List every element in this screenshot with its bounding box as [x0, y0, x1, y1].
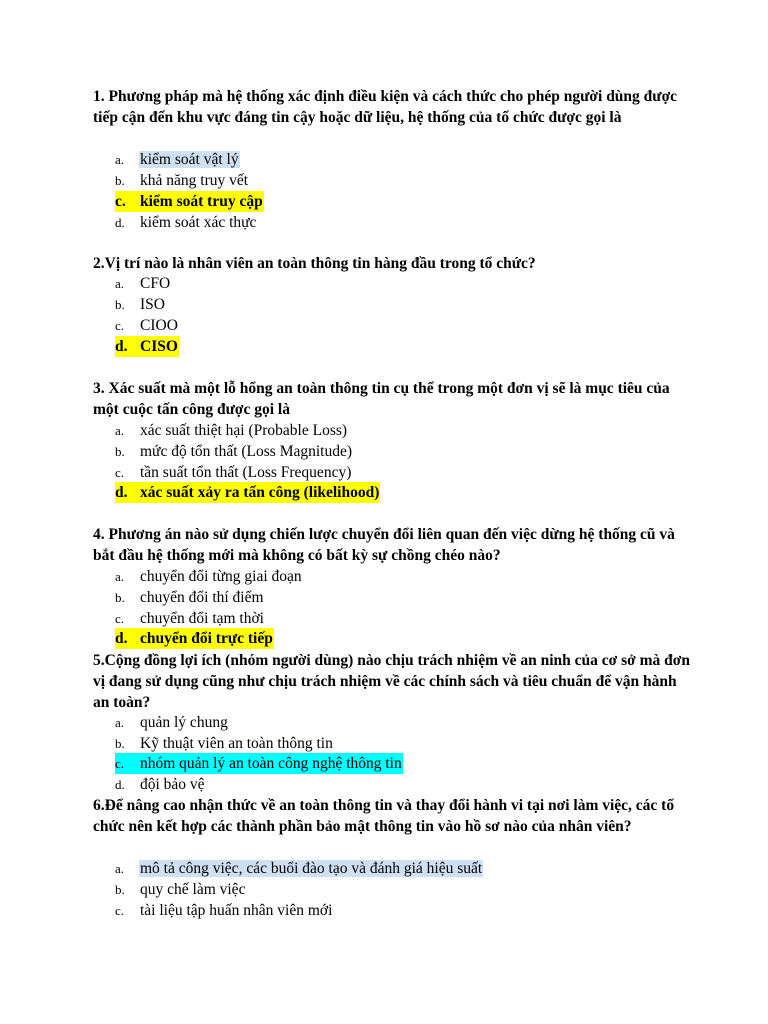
option-letter: a. [115, 715, 125, 730]
option-text: chuyển đổi tạm thời [140, 610, 264, 627]
option-letter: b. [115, 736, 125, 751]
option-letter: b. [115, 173, 125, 188]
option-text: đội bảo vệ [140, 776, 205, 793]
option-text: chuyển đổi trực tiếp [140, 630, 273, 647]
question-1: 1. Phương pháp mà hệ thống xác định điều kiện và cách thức cho phép người dùng được tiếp cận đến khu vực đáng tin cậy hoặc dữ liệu, hệ thống của tổ chức được gọi là [93, 88, 678, 126]
option-letter: c. [115, 756, 125, 771]
option-1b [115, 170, 249, 191]
question-4: 4. Phương án nào sử dụng chiến lược chuyển đổi liên quan đến việc dừng hệ thống cũ và bắt đầu hệ thống mới mà không có bất kỳ sự chồng chéo nào? [93, 526, 675, 564]
option-5a [115, 712, 229, 733]
option-text: ISO [140, 296, 165, 313]
option-letter: d. [115, 338, 128, 355]
option-letter: b. [115, 590, 125, 605]
option-letter: d. [115, 215, 125, 230]
option-text: nhóm quản lý an toàn công nghệ thông tin [140, 755, 402, 772]
option-2d-answer [115, 336, 179, 357]
option-text: kiểm soát truy cập [140, 193, 263, 210]
option-2b [115, 294, 166, 315]
option-text: mức độ tổn thất (Loss Magnitude) [140, 443, 353, 460]
option-1c-answer [115, 191, 264, 212]
option-5d [115, 774, 206, 795]
option-letter: c. [115, 903, 125, 918]
option-1d [115, 212, 257, 233]
option-letter: b. [115, 297, 125, 312]
question-5: 5.Cộng đồng lợi ích (nhóm người dùng) nào chịu trách nhiệm về an ninh của cơ sở mà đơn vị đang sử dụng cũng như chịu trách nhiệm về các chính sách và tiêu chuẩn để vận hành an toàn? [93, 652, 690, 711]
question-2: 2.Vị trí nào là nhân viên an toàn thông tin hàng đầu trong tổ chức? [93, 255, 536, 272]
option-letter: a. [115, 861, 125, 876]
option-letter: c. [115, 611, 125, 626]
option-letter: b. [115, 444, 125, 459]
option-text: kiểm soát vật lý [140, 151, 239, 168]
option-letter: a. [115, 152, 125, 167]
option-text: CIOO [140, 317, 178, 334]
question-6: 6.Để nâng cao nhận thức về an toàn thông tin và thay đổi hành vi tại nơi làm việc, các tổ chức nên kết hợp các thành phần bảo mật thông tin vào hồ sơ nào của nhân viên? [93, 797, 675, 835]
option-text: CFO [140, 275, 171, 292]
option-2a [115, 273, 171, 294]
option-letter: d. [115, 630, 128, 647]
option-text: tần suất tổn thất (Loss Frequency) [140, 464, 352, 481]
option-text: quản lý chung [140, 714, 228, 731]
option-text: xác suất thiệt hại (Probable Loss) [140, 422, 348, 439]
option-text: tài liệu tập huấn nhân viên mới [140, 902, 333, 919]
option-1a [115, 149, 240, 170]
option-text: mô tả công việc, các buổi đào tạo và đánh giá hiệu suất [140, 860, 483, 877]
option-letter: b. [115, 882, 125, 897]
option-4c [115, 608, 265, 629]
option-text: quy chế làm việc [140, 881, 246, 898]
option-6c [115, 900, 333, 921]
option-4d-answer [115, 628, 274, 649]
option-letter: d. [115, 484, 128, 501]
option-text: CISO [140, 338, 178, 355]
option-3c [115, 462, 352, 483]
option-letter: a. [115, 276, 125, 291]
option-letter: c. [115, 193, 126, 210]
option-text: chuyển đổi từng giai đoạn [140, 568, 302, 585]
option-3b [115, 441, 353, 462]
option-4a [115, 566, 303, 587]
option-text: kiểm soát xác thực [140, 214, 257, 231]
option-5b [115, 733, 334, 754]
option-3d-answer [115, 482, 380, 503]
option-letter: c. [115, 465, 125, 480]
option-2c [115, 315, 179, 336]
option-4b [115, 587, 265, 608]
option-letter: a. [115, 569, 125, 584]
option-text: khả năng truy vết [140, 172, 249, 189]
option-text: xác suất xảy ra tấn công (likelihood) [140, 484, 380, 501]
option-6b [115, 879, 246, 900]
option-5c-answer [115, 753, 403, 774]
option-letter: a. [115, 423, 125, 438]
option-letter: c. [115, 318, 125, 333]
option-text: chuyển đổi thí điểm [140, 589, 264, 606]
option-6a [115, 858, 483, 879]
question-3: 3. Xác suất mà một lỗ hổng an toàn thông tin cụ thể trong một đơn vị sẽ là mục tiêu của một cuộc tấn công được gọi là [93, 380, 670, 418]
option-3a [115, 420, 348, 441]
option-letter: d. [115, 777, 125, 792]
option-text: Kỹ thuật viên an toàn thông tin [140, 735, 333, 752]
